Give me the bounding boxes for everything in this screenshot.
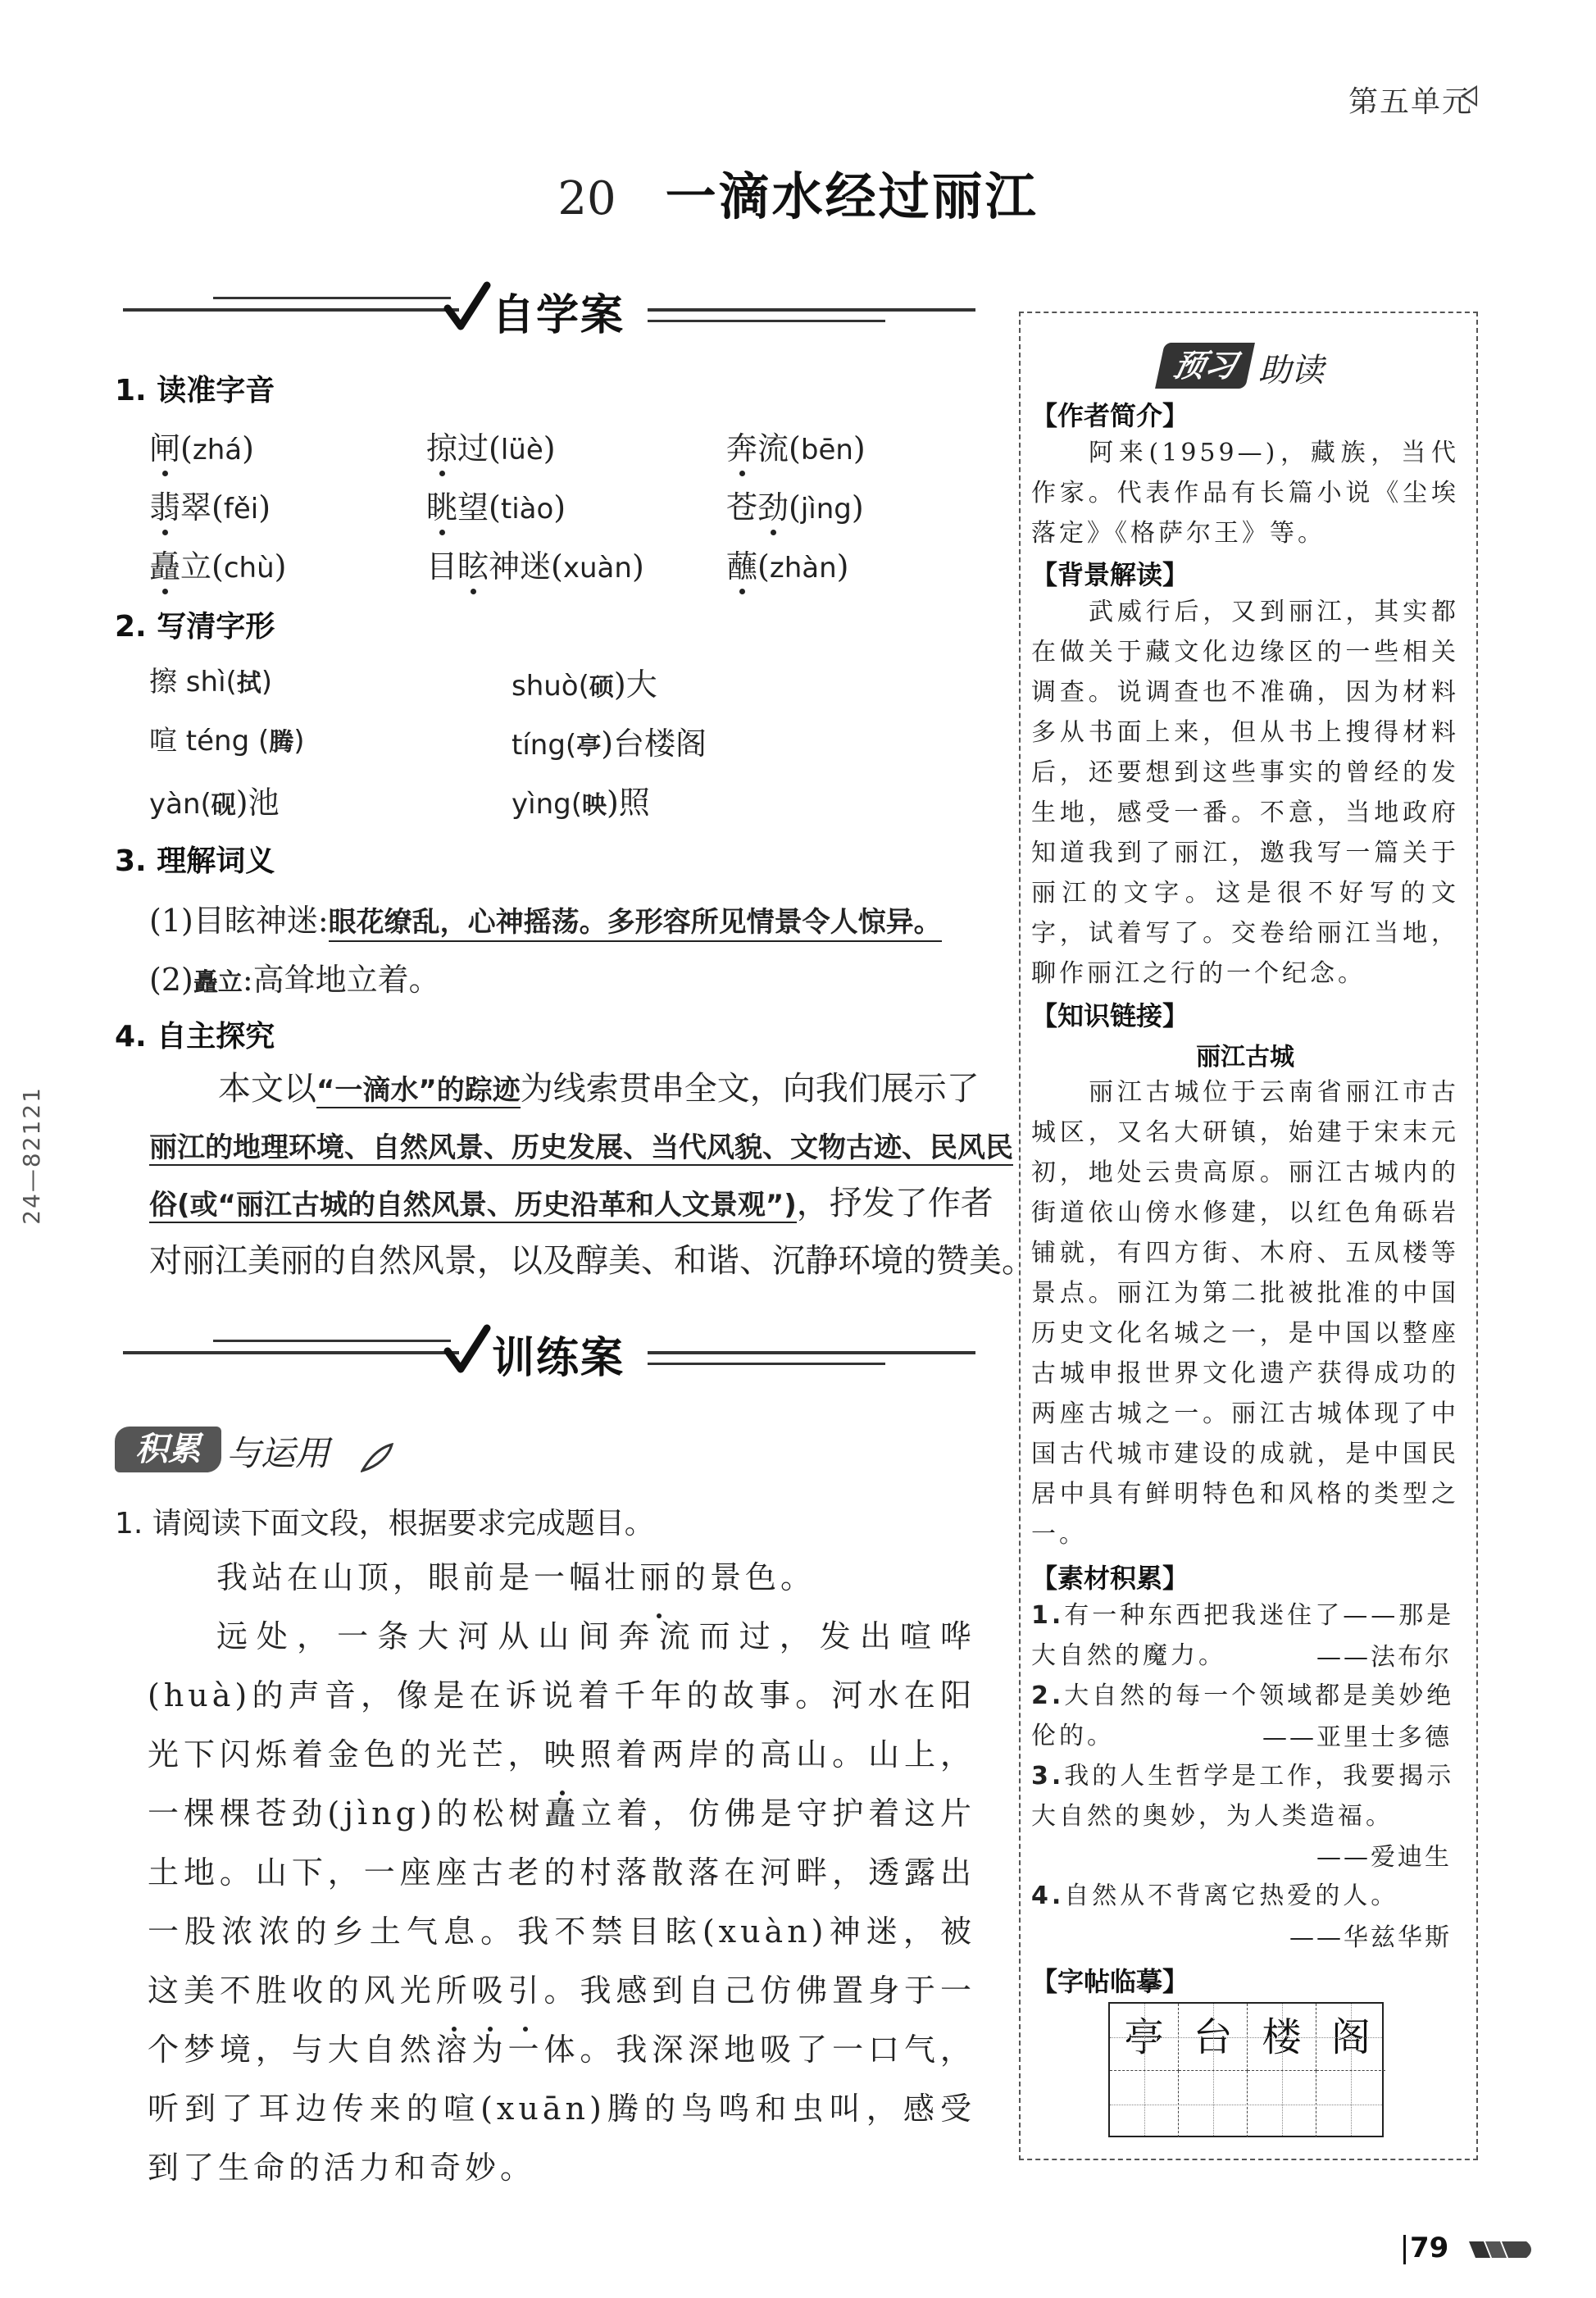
pinyin-item: 眺望(tiào) — [426, 489, 566, 526]
material-heading: 【素材积累】 — [1031, 1563, 1189, 1594]
reading-passage — [148, 1548, 975, 2197]
knowledge-title: 丽江古城 — [1196, 1043, 1294, 1072]
pinyin-item: 矗立(chù) — [149, 548, 287, 585]
pinyin-item: 翡翠(fěi) — [149, 489, 271, 526]
badge-text: 与运用 — [226, 1433, 330, 1473]
copybook-heading: 【字帖临摹】 — [1031, 1966, 1189, 1997]
badge-box: 积累 — [115, 1427, 221, 1472]
copy-char: 阁 — [1316, 2004, 1385, 2071]
page-number: 79 — [1410, 2232, 1449, 2264]
reading-p2: 远处，一条大河从山间奔流而过，发出喧哗(huà)的声音，像是在诉说着千年的故事。河水在阳光下闪烁着金色的光芒，映照着两岸的高山。山上，一棵棵苍劲(jìng)的松树矗立着，仿佛是守护着这片土地。山下，一座座古老的村落散落在河畔，透露出一股浓浓的乡土气息。我不禁目眩(xuàn)神迷，被这美不胜收的风光所吸引。我感到自己仿佛置身于一个梦境，与大自然溶为一体。我深深地吸了一口气，听到了耳边传来的喧(xuān)腾的鸟鸣和虫叫，感受到了生命的活力和奇妙。 — [148, 1618, 975, 2186]
writing-item: yàn(砚)池 — [149, 785, 280, 821]
quote-author: ——华兹华斯 — [1289, 1923, 1452, 1952]
q1-title: 1. 读准字音 — [115, 374, 275, 407]
copybook-grid — [1108, 2002, 1384, 2137]
definition-item: (2)矗立:高耸地立着。 — [149, 962, 440, 998]
page-decoration-icon — [1467, 2238, 1533, 2261]
section-title: 自学案 — [492, 291, 625, 340]
copy-char: 楼 — [1248, 2004, 1316, 2071]
definition-item: (1)目眩神迷:眼花缭乱，心神摇荡。多形容所见情景令人惊异。 — [149, 895, 942, 940]
side-code: 24—82121 — [18, 1086, 45, 1225]
leaf-icon — [361, 1443, 393, 1472]
writing-item: tíng(亭)台楼阁 — [512, 726, 707, 762]
lesson-title — [0, 156, 1596, 229]
copy-char: 亭 — [1110, 2004, 1179, 2071]
writing-item: 喧 téng (腾) — [149, 725, 305, 758]
knowledge-text: 丽江古城位于云南省丽江市古城区，又名大研镇，始建于宋末元初，地处云贵高原。丽江古城内的街道依山傍水修建，以红色角砾岩铺就，有四方街、木府、五凤楼等景点。丽江为第二批被批准的中国历史文化名城之一，是中国以整座古城申报世界文化遗产获得成功的两座古城之一。丽江古城体现了中国古代城市建设的成就，是中国民居中具有鲜明特色和风格的类型之一。 — [1031, 1078, 1459, 1549]
q3-title: 3. 理解词义 — [115, 844, 275, 878]
pinyin-item: 蘸(zhàn) — [726, 548, 849, 585]
panel-title-text: 助读 — [1258, 352, 1324, 389]
knowledge-heading: 【知识链接】 — [1031, 1000, 1189, 1031]
author-text: 阿来(1959—)，藏族，当代作家。代表作品有长篇小说《尘埃落定》《格萨尔王》等。 — [1031, 439, 1459, 548]
copy-char: 台 — [1179, 2004, 1248, 2071]
check-icon — [443, 1322, 492, 1379]
exploration-paragraph: 本文以“一滴水”的踪迹为线索贯串全文，向我们展示了 丽江的地理环境、自然风景、历史发展、当代风貌、文物古迹、民风民 俗(或“丽江古城的自然风景、历史沿革和人文景观”)，抒发了作者 对丽江美丽的自然风景，以及醇美、和谐、沉静环境的赞美。 — [149, 1070, 1034, 1280]
reading-p1: 我站在山顶，眼前是一幅壮丽的景色。 — [216, 1559, 816, 1595]
quote-author: ——爱迪生 — [1316, 1843, 1452, 1872]
check-icon — [443, 279, 492, 336]
quote-item: 4.自然从不背离它热爱的人。 — [1031, 1882, 1399, 1910]
quote-author: ——法布尔 — [1316, 1643, 1452, 1672]
panel-title-box: 预习 — [1155, 343, 1255, 389]
lesson-number: 20 — [557, 172, 616, 225]
unit-arrow-icon — [1461, 85, 1477, 107]
q2-title: 2. 写清字形 — [115, 610, 275, 644]
quote-item: 3.我的人生哲学是工作，我要揭示大自然的奥妙，为人类造福。 — [1031, 1762, 1455, 1831]
writing-item: shuò(硕)大 — [512, 667, 657, 703]
background-heading: 【背景解读】 — [1031, 559, 1189, 590]
page-bar — [1403, 2235, 1406, 2264]
lesson-name: 一滴水经过丽江 — [665, 166, 1039, 226]
pinyin-item: 目眩神迷(xuàn) — [426, 548, 644, 585]
author-heading: 【作者简介】 — [1031, 400, 1189, 431]
quote-item: 2.大自然的每一个领域都是美妙绝伦的。 — [1031, 1681, 1455, 1750]
pinyin-item: 掠过(lüè) — [426, 430, 556, 466]
pinyin-item: 奔流(bēn) — [726, 430, 866, 466]
background-text: 武威行后，又到丽江，其实都在做关于藏文化边缘区的一些相关调查。说调查也不准确，因为材料多从书面上来，但从书上搜得材料后，还要想到这些事实的曾经的发生地，感受一番。不意，当地政府知道我到了丽江，邀我写一篇关于丽江的文字。这是很不好写的文字，试着写了。交卷给丽江当地，聊作丽江之行的一个纪念。 — [1031, 598, 1459, 988]
quote-item: 1.有一种东西把我迷住了——那是大自然的魔力。 — [1031, 1601, 1455, 1670]
pinyin-item: 闸(zhá) — [149, 430, 254, 466]
unit-label: 第五单元 — [1348, 85, 1473, 119]
writing-item: 擦 shì(拭) — [149, 666, 273, 699]
q4-title: 4. 自主探究 — [115, 1020, 275, 1053]
quote-author: ——亚里士多德 — [1262, 1723, 1452, 1752]
pinyin-item: 苍劲(jìng) — [726, 489, 864, 526]
writing-item: yìng(映)照 — [512, 785, 650, 821]
section-header-training — [123, 1320, 975, 1386]
reading-instruction: 1. 请阅读下面文段，根据要求完成题目。 — [115, 1507, 654, 1540]
section-title: 训练案 — [492, 1334, 625, 1383]
section-header-self-study — [123, 277, 975, 343]
